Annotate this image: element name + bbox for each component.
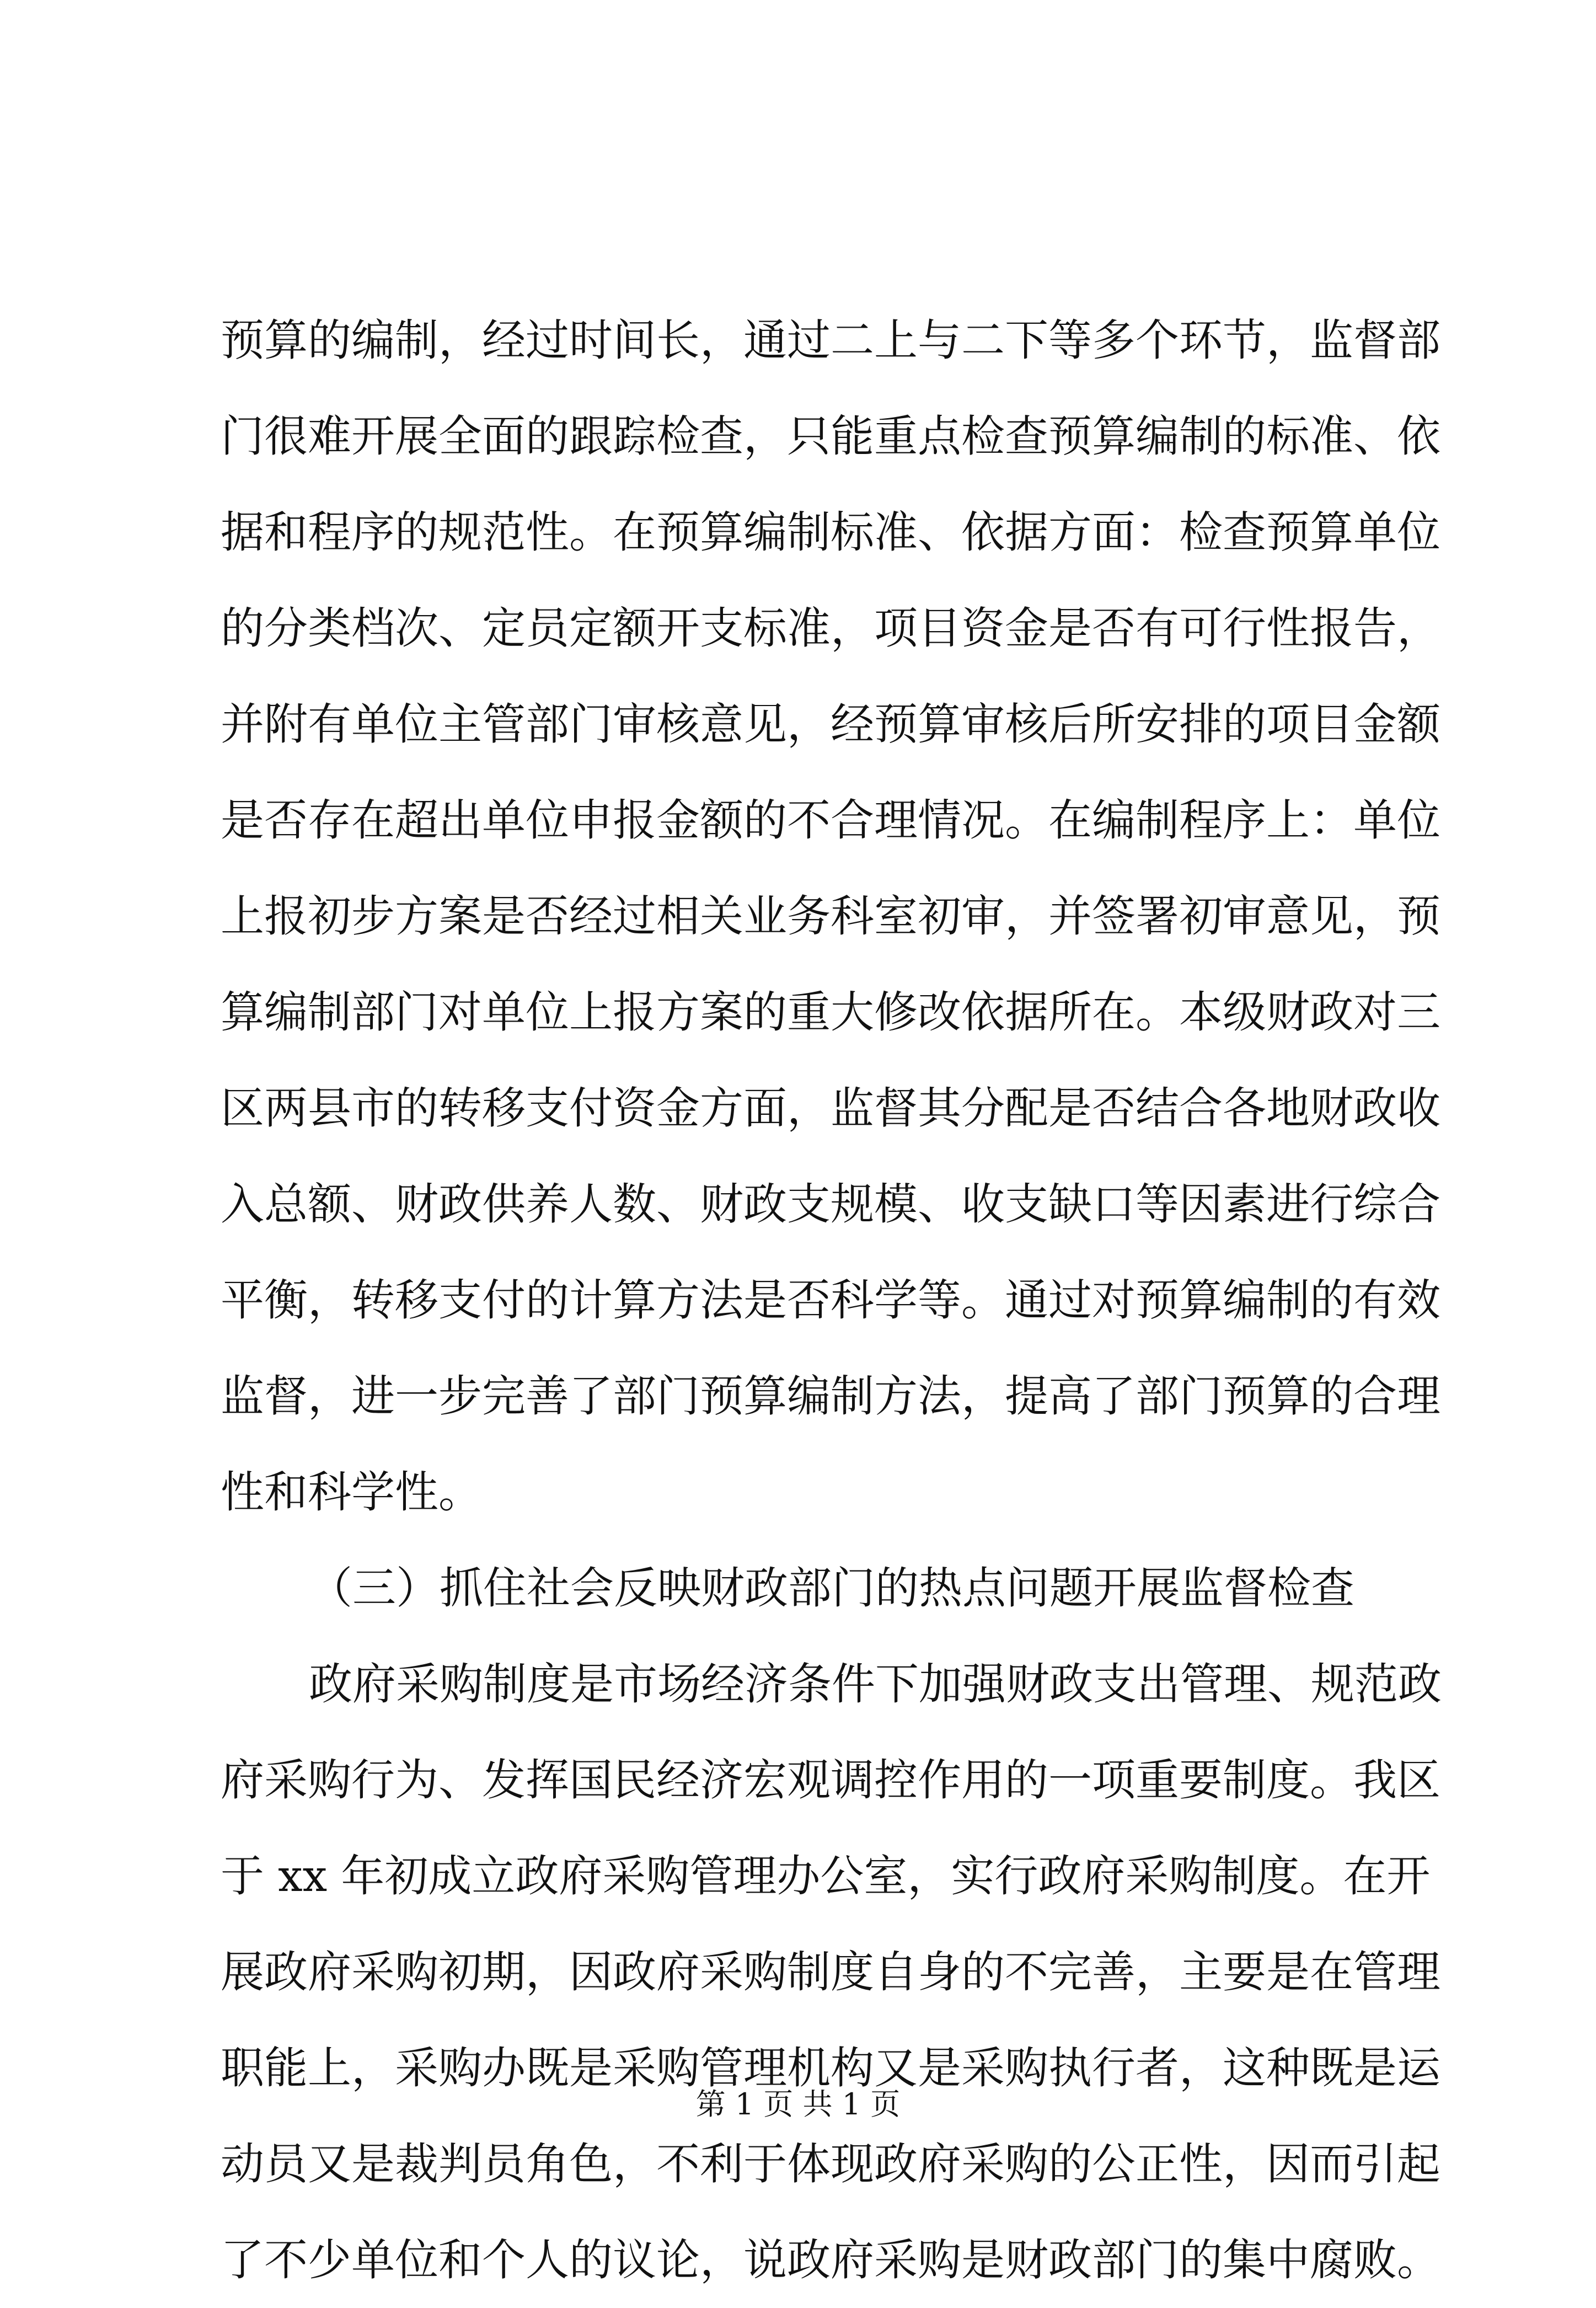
document-body bbox=[221, 292, 1442, 2308]
section-heading: （三）抓住社会反映财政部门的热点问题开展监督检查 bbox=[309, 1563, 1354, 1614]
text-line: 性和科学性。 bbox=[221, 1467, 482, 1518]
paragraph-budget-supervision bbox=[221, 292, 1440, 1540]
text-line: 展政府采购初期，因政府采购制度自身的不完善，主要是在管理 bbox=[221, 1947, 1440, 1997]
text-line: 府采购行为、发挥国民经济宏观调控作用的一项重要制度。我区 bbox=[221, 1755, 1440, 1805]
page-footer: 第 1 页 共 1 页 bbox=[695, 2087, 901, 2122]
text-line: 于 xx 年初成立政府采购管理办公室，实行政府采购制度。在开 bbox=[221, 1851, 1431, 1901]
text-line: 算编制部门对单位上报方案的重大修改依据所在。本级财政对三 bbox=[221, 987, 1440, 1038]
text-line: 区两县市的转移支付资金方面，监督其分配是否结合各地财政收 bbox=[221, 1083, 1440, 1134]
paragraph-government-procurement bbox=[221, 1636, 1442, 2308]
text-line: 入总额、财政供养人数、财政支规模、收支缺口等因素进行综合 bbox=[221, 1179, 1440, 1230]
text-line: 平衡，转移支付的计算方法是否科学等。通过对预算编制的有效 bbox=[221, 1275, 1440, 1326]
text-line: 的分类档次、定员定额开支标准，项目资金是否有可行性报告， bbox=[221, 603, 1440, 654]
text-line: 职能上，采购办既是采购管理机构又是采购执行者，这种既是运 bbox=[221, 2043, 1440, 2093]
text-line: 是否存在超出单位申报金额的不合理情况。在编制程序上：单位 bbox=[221, 795, 1440, 846]
text-line: 据和程序的规范性。在预算编制标准、依据方面：检查预算单位 bbox=[221, 507, 1440, 558]
text-line: 监督，进一步完善了部门预算编制方法，提高了部门预算的合理 bbox=[221, 1371, 1440, 1422]
text-line: 政府采购制度是市场经济条件下加强财政支出管理、规范政 bbox=[309, 1659, 1442, 1709]
text-line: 了不少单位和个人的议论，说政府采购是财政部门的集中腐败。 bbox=[221, 2235, 1440, 2285]
text-line: 预算的编制，经过时间长，通过二上与二下等多个环节，监督部 bbox=[221, 315, 1440, 366]
text-line: 门很难开展全面的跟踪检查，只能重点检查预算编制的标准、依 bbox=[221, 411, 1440, 462]
text-line: 并附有单位主管部门审核意见，经预算审核后所安排的项目金额 bbox=[221, 699, 1440, 750]
text-line: 上报初步方案是否经过相关业务科室初审，并签署初审意见，预 bbox=[221, 891, 1440, 942]
text-line: 动员又是裁判员角色，不利于体现政府采购的公正性，因而引起 bbox=[221, 2139, 1440, 2189]
